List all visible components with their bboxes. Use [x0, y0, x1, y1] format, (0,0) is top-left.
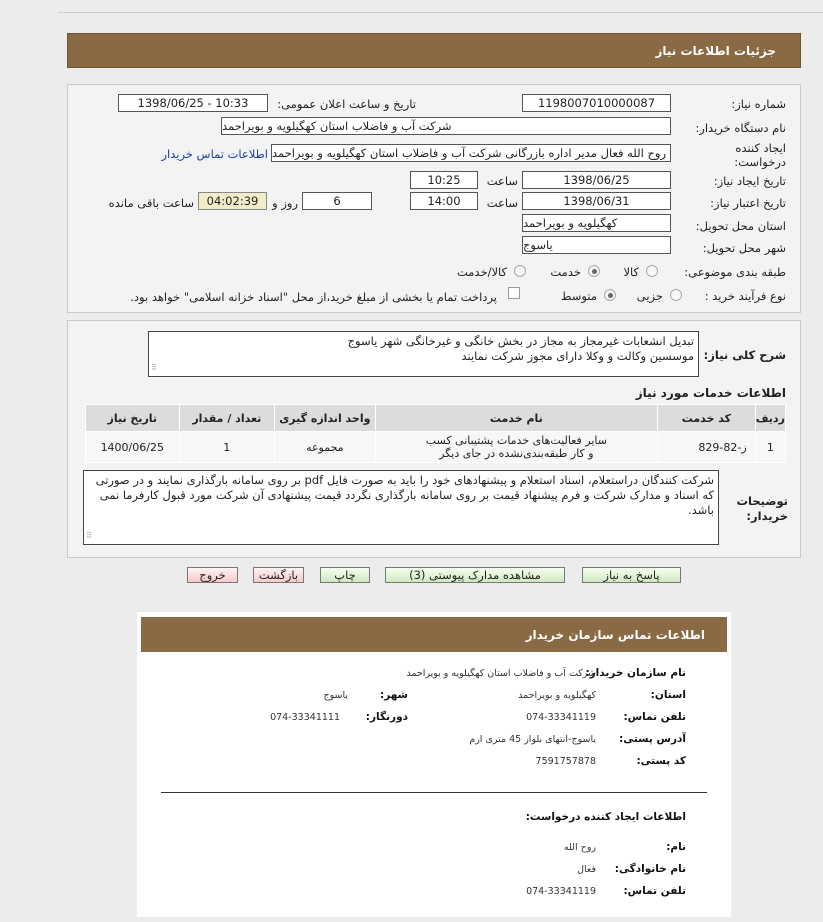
days-field: 6 [302, 192, 372, 210]
created-time-field: 10:25 [410, 171, 478, 189]
cell-date: 1400/06/25 [86, 432, 180, 463]
table-row [86, 432, 786, 463]
print-button[interactable]: چاپ [320, 567, 370, 583]
buyer-notes-label: توضیحات خریدار: [736, 494, 788, 523]
treasury-payment-note: پرداخت تمام یا بخشی از مبلغ خرید،از محل "اسناد خزانه اسلامی" خواهد بود. [130, 290, 497, 304]
cell-row: 1 [755, 432, 785, 463]
province-label: استان محل تحویل: [695, 219, 786, 233]
creator-phone-label: تلفن تماس: [623, 885, 686, 897]
col-unit: واحد اندازه گیری [275, 405, 376, 432]
created-time-label: ساعت [486, 174, 518, 188]
col-qty: تعداد / مقدار [179, 405, 275, 432]
postal-value: 7591757878 [535, 756, 596, 767]
cell-qty: 1 [179, 432, 275, 463]
summary-line-2: موسسین وکالت و وکلا دارای مجوز شرکت نمایند [461, 349, 694, 363]
province-label-card: استان: [650, 689, 686, 701]
contact-card-header [141, 617, 727, 652]
resize-grip-icon: ⠿ [151, 363, 157, 372]
remaining-label: ساعت باقی مانده [108, 196, 194, 210]
address-value: یاسوج-انتهای بلوار 45 متری ارم [469, 734, 596, 745]
announce-field: 1398/06/25 - 10:33 [118, 94, 268, 112]
creator-label: ایجاد کننده درخواست: [734, 141, 786, 169]
org-value: شرکت آب و فاضلاب استان کهگیلویه و بویراحمد [406, 668, 596, 679]
creator-phone-value: 074-33341119 [526, 886, 596, 897]
creator-info-title: اطلاعات ایجاد کننده درخواست: [525, 811, 686, 823]
category-service-radio[interactable] [588, 265, 600, 277]
address-label: آدرس پستی: [619, 733, 686, 745]
last-name-value: فعال [577, 864, 596, 875]
city-label-card: شهر: [380, 689, 408, 701]
attachments-button[interactable]: مشاهده مدارک پیوستی (3) [385, 567, 565, 583]
created-date-field: 1398/06/25 [522, 171, 671, 189]
fax-value: 074-33341111 [270, 712, 340, 723]
category-service-label: خدمت [550, 265, 581, 279]
phone-label: تلفن تماس: [623, 711, 686, 723]
summary-textarea[interactable] [148, 331, 699, 377]
first-name-label: نام: [666, 841, 686, 853]
postal-label: کد پستی: [636, 755, 686, 767]
process-medium-label: متوسط [560, 289, 597, 303]
category-goods-service-label: کالا/خدمت [456, 265, 507, 279]
exit-button[interactable]: خروج [187, 567, 238, 583]
cell-unit: مجموعه [275, 432, 376, 463]
page-title: جزئیات اطلاعات نیاز [655, 43, 776, 58]
process-medium-radio[interactable] [604, 289, 616, 301]
back-button[interactable]: بازگشت [253, 567, 304, 583]
contact-card-title: اطلاعات تماس سازمان خریدار [525, 627, 705, 642]
buyer-contact-card [137, 612, 731, 917]
creator-field: روح الله فعال مدیر اداره بازرگانی شرکت آب و فاضلاب استان کهگیلویه و بویراحمد [271, 144, 671, 162]
need-number-label: شماره نیاز: [731, 97, 786, 111]
city-field: یاسوج [522, 236, 671, 254]
treasury-payment-checkbox[interactable] [508, 287, 520, 299]
need-number-field: 1198007010000087 [522, 94, 671, 112]
validity-date-field: 1398/06/31 [522, 192, 671, 210]
buyer-org-label: نام دستگاه خریدار: [695, 121, 786, 135]
services-table [85, 404, 786, 463]
cell-name: سایر فعالیت‌های خدمات پشتیبانی کسب و کار طبقه‌بندی‌نشده در جای دیگر [375, 432, 658, 463]
province-value-card: کهگیلویه و بویراحمد [518, 690, 596, 701]
org-label: نام سازمان خریدار: [585, 667, 686, 679]
col-date: تاریخ نیاز [86, 405, 180, 432]
col-row: ردیف [755, 405, 785, 432]
buyer-notes-text: شرکت کنندگان دراستعلام، اسناد استعلام و پیشنهادهای خود را باید به صورت فایل pdf بر روی سامانه بارگذاری نمایند و در صورتی که اسناد و مدارک شرکت و فرم پیشنهاد قیمت بر روی سامانه بارگذاری نگردد قیمت پیشنهادی آن شرکت مورد قبول کارفرما نمی باشد. [95, 473, 714, 517]
validity-label: تاریخ اعتبار نیاز: [710, 196, 786, 210]
col-code: کد خدمت [658, 405, 756, 432]
category-goods-service-radio[interactable] [514, 265, 526, 277]
buyer-notes-textarea[interactable] [83, 470, 719, 545]
validity-time-field: 14:00 [410, 192, 478, 210]
city-label: شهر محل تحویل: [702, 241, 786, 255]
validity-time-label: ساعت [486, 196, 518, 210]
category-goods-label: کالا [623, 265, 639, 279]
cell-code: ز-82-829 [658, 432, 756, 463]
process-label: نوع فرآیند خرید : [704, 289, 786, 303]
process-partial-radio[interactable] [670, 289, 682, 301]
province-field: کهگیلویه و بویراحمد [522, 214, 671, 232]
category-goods-radio[interactable] [646, 265, 658, 277]
first-name-value: روح الله [563, 842, 596, 853]
page-header [67, 33, 801, 68]
last-name-label: نام خانوادگی: [614, 863, 686, 875]
services-header-row [86, 405, 786, 432]
phone-value: 074-33341119 [526, 712, 596, 723]
fax-label: دورنگار: [365, 711, 408, 723]
process-partial-label: جزیی [636, 289, 663, 303]
card-divider [161, 792, 707, 793]
city-value-card: یاسوج [323, 690, 348, 701]
days-label: روز و [272, 196, 298, 210]
services-title: اطلاعات خدمات مورد نیاز [635, 386, 786, 400]
category-label: طبقه بندی موضوعی: [684, 265, 786, 279]
remaining-time-field: 04:02:39 [198, 192, 267, 210]
buyer-org-field: شرکت آب و فاضلاب استان کهگیلویه و بویراحمد [221, 117, 671, 135]
summary-line-1: تبدیل انشعابات غیرمجاز به مجاز در بخش خانگی و غیرخانگی شهر یاسوج [347, 334, 694, 348]
col-name: نام خدمت [375, 405, 658, 432]
announce-label: تاریخ و ساعت اعلان عمومی: [277, 97, 416, 111]
buyer-contact-link[interactable]: اطلاعات تماس خریدار [161, 147, 268, 161]
resize-grip-icon: ⠿ [86, 531, 92, 540]
reply-button[interactable]: پاسخ به نیاز [582, 567, 681, 583]
created-date-label: تاریخ ایجاد نیاز: [713, 174, 786, 188]
summary-label: شرح کلی نیاز: [703, 348, 786, 362]
top-divider [58, 12, 823, 13]
